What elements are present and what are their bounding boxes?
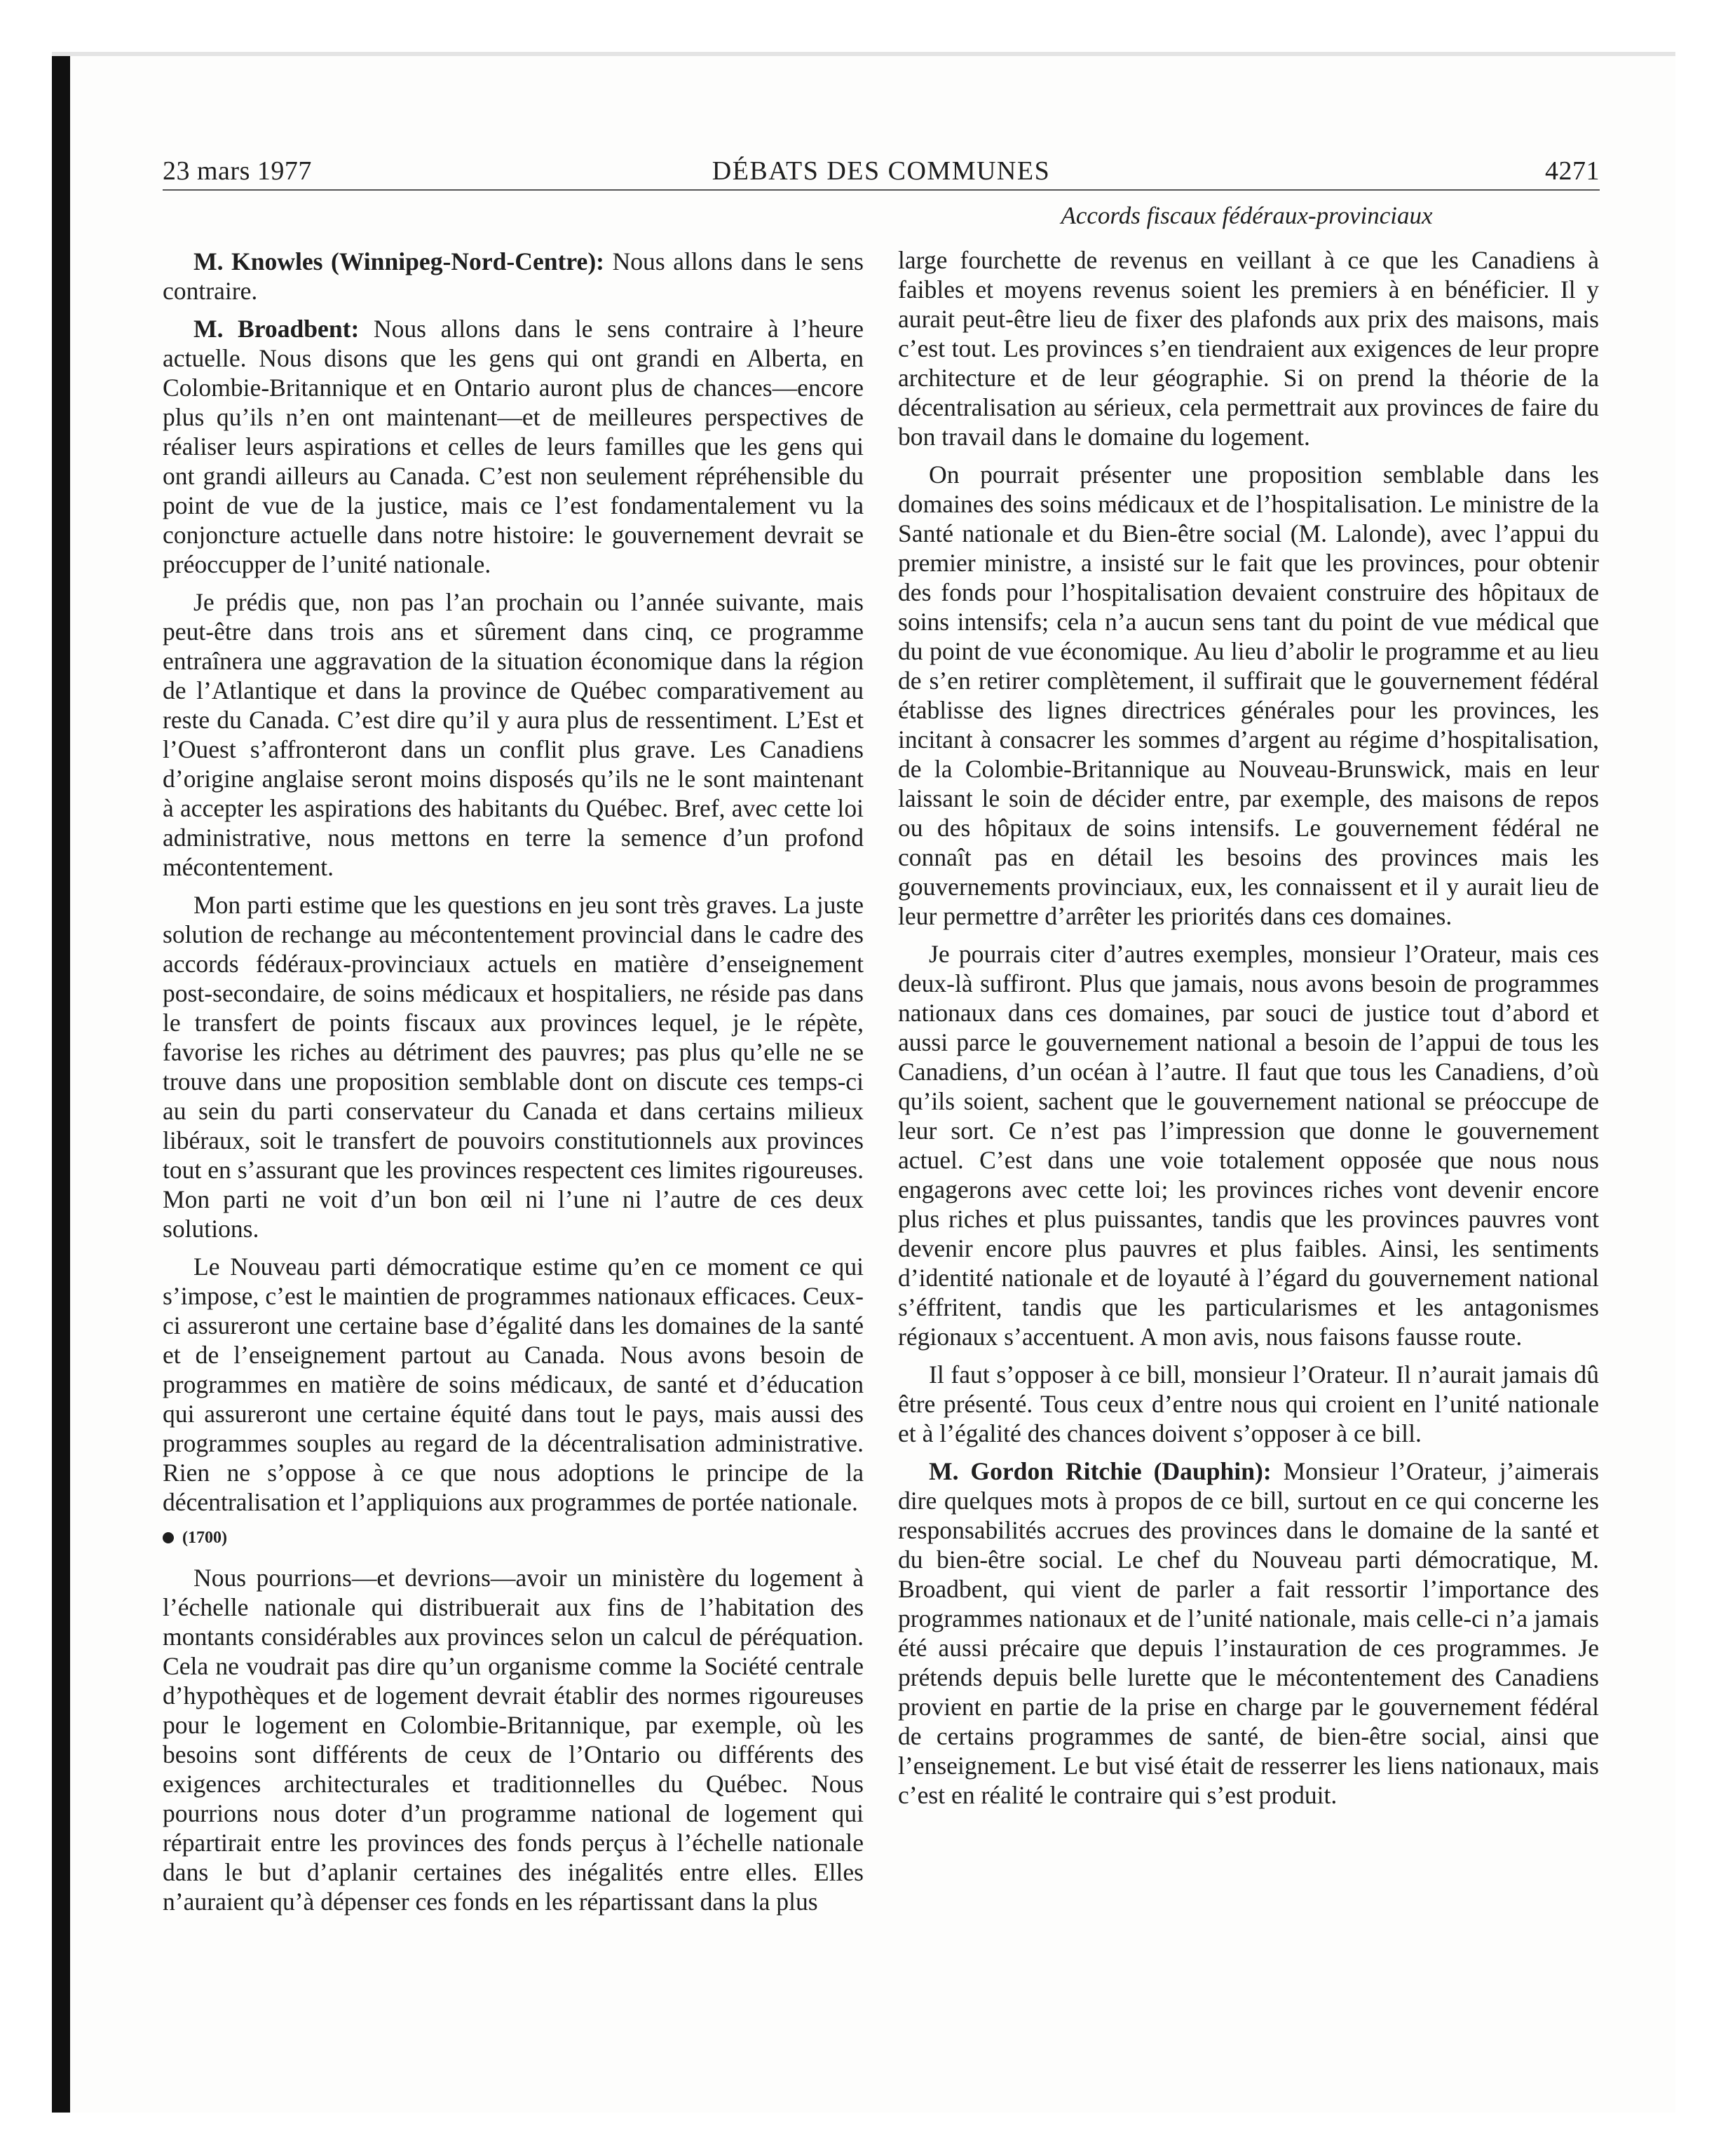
section-subheader: Accords fiscaux fédéraux-provinciaux [1061,202,1433,229]
time-marker [163,1525,864,1550]
paragraph-text: Nous allons dans le sens contraire à l’heure actuelle. Nous disons que les gens qui ont grandi en Alberta, en Colombie-Britannique et en Ontario auront plus de chances—encore plus qu’ils n’en ont maintenant—et de meilleures perspectives de réaliser leurs aspirations et celles de leurs familles que les gens qui ont grandi ailleurs au Canada. C’est non seulement répréhensible du point de vue de la justice, mais ce l’est fondamentalement vu la conjoncture actuelle dans notre histoire: le gouvernement devrait se préoccupper de l’unité nationale. [163,315,864,578]
header-title: DÉBATS DES COMMUNES [712,156,1051,186]
paragraph: Mon parti estime que les questions en jeu sont très graves. La juste solution de rechange au mécontentement provincial dans le cadre des accords fédéraux-provinciaux actuels en matière d’enseignement post-secondaire, de soins médicaux et hospitaliers, ne réside pas dans le transfert de points fiscaux aux provinces lequel, je le répète, favorise les riches au détriment des pauvres; pas plus qu’elle ne se trouve dans une proposition semblable dont on discute ces temps-ci au sein du parti conservateur du Canada et dans certains milieux libéraux, soit le transfert de pouvoirs constitutionnels aux provinces tout en s’assurant que les provinces respectent ces limites rigoureuses. Mon parti ne voit d’un bon œil ni l’une ni l’autre de ces deux solutions. [163,891,864,1243]
paragraph: large fourchette de revenus en veillant à ce que les Canadiens à faibles et moyens revenus soient les premiers à en bénéficier. Il y aurait peut-être lieu de fixer des plafonds aux prix des maisons, mais c’est tout. Les provinces s’en tiendraient aux exigences de leur propre architecture et de leur géographie. Si on prend la théorie de la décentralisation au sérieux, cela permettrait aux provinces de faire du bon travail dans le domaine du logement. [898,246,1599,451]
paragraph: Il faut s’opposer à ce bill, monsieur l’Orateur. Il n’aurait jamais dû être présenté. Tous ceux d’entre nous qui croient en l’unité nationale et à l’égalité des chances doivent s’opposer à ce bill. [898,1360,1599,1447]
paragraph: Je pourrais citer d’autres exemples, monsieur l’Orateur, mais ces deux-là suffiront. Plus que jamais, nous avons besoin de programmes nationaux dans ces domaines, par souci de justice tout d’abord et aussi parce le gouvernement national a besoin de l’appui de tous les Canadiens, d’un océan à l’autre. Il faut que tous les Canadiens, d’où qu’ils soient, sachent que le gouvernement national se préoccupe de leur sort. Ce n’est pas l’impression que donne le gouvernement actuel. C’est dans une voie totalement opposée que nous nous engagerons avec cette loi; les provinces riches vont devenir encore plus riches et plus puissantes, tandis que les provinces pauvres vont devenir encore plus pauvres et plus faibles. Ainsi, les sentiments d’identité nationale et de loyauté à l’égard du gouvernement national s’éffritent, tandis que les particularismes et les antagonismes régionaux s’accentuent. A mon avis, nous faisons fausse route. [898,940,1599,1351]
speaker-name: M. Knowles (Winnipeg-Nord-Centre): [193,247,605,275]
header-date: 23 mars 1977 [163,156,312,186]
paragraph [163,247,864,306]
paragraph [163,314,864,579]
time-marker-text: (1700) [182,1529,227,1547]
speaker-name: M. Broadbent: [193,315,360,343]
scan-edge-bar [52,52,70,2113]
paragraph-text: Monsieur l’Orateur, j’aimerais dire quelques mots à propos de ce bill, surtout en ce qui concerne les responsabilités accrues des provinces dans le domaine de la santé et du bien-être social. Le chef du Nouveau parti démocratique, M. Broadbent, qui vient de parler a fait ressortir l’importance des programmes nationaux et de l’unité nationale, mais celle-ci n’a jamais été aussi précaire que depuis l’instauration de ces programmes. Je prétends depuis belle lurette que le mécontentement des Canadiens provient en partie de la prise en charge par le gouvernement fédéral de certains programmes de santé, de bien-être social, ainsi que l’enseignement. Le but visé était de resserrer les liens nationaux, mais c’est en réalité le contraire qui s’est produit. [898,1457,1599,1809]
paragraph [898,1456,1599,1810]
left-column [163,247,864,1925]
paragraph: Le Nouveau parti démocratique estime qu’en ce moment ce qui s’impose, c’est le maintien de programmes nationaux efficaces. Ceux-ci assureront une certaine base d’égalité dans les domaines de la santé et de l’enseignement partout au Canada. Nous avons besoin de programmes en matière de soins médicaux, de santé et d’éducation qui assureront une certaine équité dans tout le pays, mais aussi des programmes souples au regard de la décentralisation administrative. Rien ne s’oppose à ce que nous adoptions le principe de la décentralisation et l’appliquions aux programmes de portée nationale. [163,1253,864,1516]
paragraph-text: Nous allons dans le sens contraire. [163,247,864,305]
paragraph: Je prédis que, non pas l’an prochain ou l’année suivante, mais peut-être dans trois ans et sûrement dans cinq, ce programme entraînera une aggravation de la situation économique dans la région de l’Atlantique et dans la province de Québec comparativement au reste du Canada. C’est dire qu’il y aura plus de ressentiment. L’Est et l’Ouest s’affronteront dans un conflit plus grave. Les Canadiens d’origine anglaise seront moins disposés qu’ils ne le sont maintenant à accepter les aspirations des habitants du Québec. Bref, avec cette loi administrative, nous mettons en terre la semence d’un profond mécontentement. [163,588,864,881]
bullet-dot-icon [163,1532,174,1543]
paragraph: Nous pourrions—et devrions—avoir un ministère du logement à l’échelle nationale qui distribuerait aux fins de l’habitation des montants considérables aux provinces selon un calcul de péréquation. Cela ne voudrait pas dire qu’un organisme comme la Société centrale d’hypothèques et de logement devrait établir des normes rigoureuses pour le logement en Colombie-Britannique, par exemple, où les besoins sont différents de ceux de l’Ontario ou différents des exigences architecturales et traditionnelles du Québec. Nous pourrions nous doter d’un programme national de logement qui répartirait entre les provinces des fonds perçus à l’échelle nationale dans le but d’aplanir certaines des inégalités entre elles. Elles n’auraient qu’à dépenser ces fonds en les répartissant dans la plus [163,1564,864,1916]
right-column [898,245,1599,1818]
speaker-name: M. Gordon Ritchie (Dauphin): [929,1457,1272,1485]
paragraph: On pourrait présenter une proposition semblable dans les domaines des soins médicaux et de l’hospitalisation. Le ministre de la Santé nationale et du Bien-être social (M. Lalonde), avec l’appui du premier ministre, a insisté sur le fait que les provinces, pour obtenir des fonds pour l’hospitalisation devaient construire des hôpitaux de soins intensifs; cela n’a aucun sens tant du point de vue médical que du point de vue économique. Au lieu d’abolir le programme et au lieu de s’en retirer complètement, il suffirait que le gouvernement fédéral établisse des lignes directrices générales pour les provinces, les incitant à consacrer les sommes d’argent au régime d’hospitalisation, de la Colombie-Britannique au Nouveau-Brunswick, mais en leur laissant le soin de décider entre, par exemple, des maisons de repos ou des hôpitaux de soins intensifs. Le gouvernement fédéral ne connaît pas en détail les besoins des provinces mais les gouvernements provinciaux, eux, les connaissent et il y aurait lieu de leur permettre d’arrêter les priorités dans ces domaines. [898,460,1599,930]
header-page-number: 4271 [1545,156,1600,186]
page-header [163,150,1600,191]
